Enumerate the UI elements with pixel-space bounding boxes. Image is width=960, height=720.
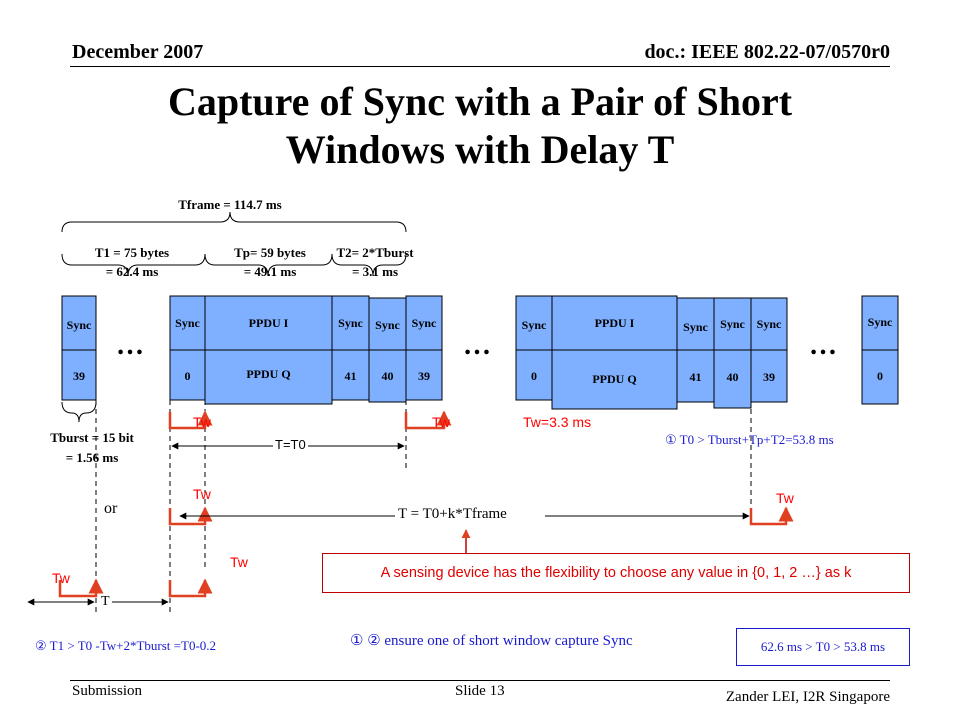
sensing-note-box: A sensing device has the flexibility to choose any value in {0, 1, 2 …} as k — [322, 553, 910, 593]
cell-label-ppdu-q: PPDU Q — [592, 372, 637, 386]
range-box: 62.6 ms > T0 > 53.8 ms — [736, 628, 910, 666]
sync-cell-39-left — [62, 296, 96, 400]
tw-label-3: Tw — [193, 486, 211, 502]
sync-cell-41-a — [332, 296, 369, 400]
cell-label-sync: Sync — [683, 320, 708, 334]
label-t1-line2: = 62.4 ms — [105, 264, 159, 279]
ellipsis-1: … — [116, 330, 144, 361]
label-t-eq-t0-k-tframe: T = T0+k*Tframe — [398, 506, 507, 522]
condition-1: ① T0 > Tburst+Tp+T2=53.8 ms — [665, 432, 834, 447]
cell-label-0: 0 — [531, 369, 537, 383]
sync-cell-39-a — [406, 296, 442, 400]
header-doc-id: doc.: IEEE 802.22-07/0570r0 — [644, 41, 890, 63]
cell-label-41: 41 — [689, 370, 702, 384]
label-t2-line2: = 3.1 ms — [351, 264, 399, 279]
ppdu-cell-a — [205, 296, 332, 404]
cell-label-sync: Sync — [720, 317, 745, 331]
cell-label-ppdu-i: PPDU I — [248, 316, 289, 330]
tw-label-4: Tw — [776, 490, 794, 506]
sync-cell-41-b — [677, 298, 714, 402]
ppdu-cell-b — [552, 296, 677, 409]
cell-label-41: 41 — [344, 369, 357, 383]
ellipsis-2: … — [463, 330, 491, 361]
cell-label-sync: Sync — [867, 315, 893, 329]
cell-label-sync: Sync — [756, 317, 782, 331]
cell-label-sync: Sync — [66, 318, 92, 332]
tw-label-1: Tw — [193, 414, 211, 430]
cell-label-0: 0 — [877, 369, 883, 383]
cell-label-40: 40 — [381, 369, 394, 383]
label-tburst-line2: = 1.56 ms — [65, 450, 119, 465]
cell-label-sync: Sync — [338, 316, 363, 330]
window-tw-4 — [751, 508, 786, 524]
cell-label-ppdu-i: PPDU I — [594, 316, 635, 330]
cell-label-39: 39 — [73, 369, 85, 383]
tw-label-6: Tw — [52, 570, 70, 586]
cell-label-39: 39 — [418, 369, 430, 383]
tw-label-2: Tw — [432, 414, 450, 430]
sync-cell-40-a — [369, 298, 406, 402]
cell-label-sync: Sync — [521, 318, 547, 332]
ellipsis-3: … — [809, 330, 837, 361]
tw-label-5: Tw — [230, 554, 248, 570]
title-line-2: Windows with Delay T — [285, 127, 675, 172]
cell-label-sync: Sync — [375, 318, 400, 332]
tw-value-label: Tw=3.3 ms — [523, 414, 592, 430]
label-or: or — [104, 500, 118, 517]
footer-slide-number: Slide 13 — [455, 683, 505, 699]
sync-cell-0-a — [170, 296, 205, 400]
sync-cell-0-right — [862, 296, 898, 404]
footer-rule — [70, 680, 890, 681]
label-tp-line1: Tp= 59 bytes — [234, 245, 306, 260]
cell-label-40: 40 — [726, 370, 739, 384]
header-date: December 2007 — [72, 41, 204, 63]
sync-cell-0-b — [516, 296, 552, 400]
label-tframe: Tframe = 114.7 ms — [178, 197, 282, 212]
sync-cell-39-b — [751, 298, 787, 402]
label-tp-line2: = 49.1 ms — [243, 264, 297, 279]
label-t-eq-t0: T=T0 — [275, 437, 306, 452]
cell-label-ppdu-q: PPDU Q — [246, 367, 291, 381]
label-tburst-line1: Tburst = 15 bit — [50, 430, 134, 445]
cell-label-0: 0 — [184, 369, 191, 383]
title-line-1: Capture of Sync with a Pair of Short — [167, 79, 793, 124]
label-t: T — [101, 594, 110, 609]
cell-label-sync: Sync — [411, 316, 437, 330]
footer-author: Zander LEI, I2R Singapore — [725, 689, 890, 705]
ensure-note: ① ② ensure one of short window capture Sync — [350, 633, 633, 649]
sync-cell-40-b — [714, 298, 751, 408]
window-tw-5 — [170, 580, 205, 596]
label-t2-line1: T2= 2*Tburst — [336, 245, 414, 260]
brace-tburst — [62, 402, 96, 422]
footer-submission: Submission — [72, 683, 143, 699]
cell-label-39: 39 — [763, 370, 775, 384]
brace-tframe — [62, 212, 406, 232]
cell-label-sync: Sync — [175, 316, 200, 330]
condition-2: ② T1 > T0 -Tw+2*Tburst =T0-0.2 — [35, 638, 217, 653]
label-t1-line1: T1 = 75 bytes — [94, 245, 170, 260]
